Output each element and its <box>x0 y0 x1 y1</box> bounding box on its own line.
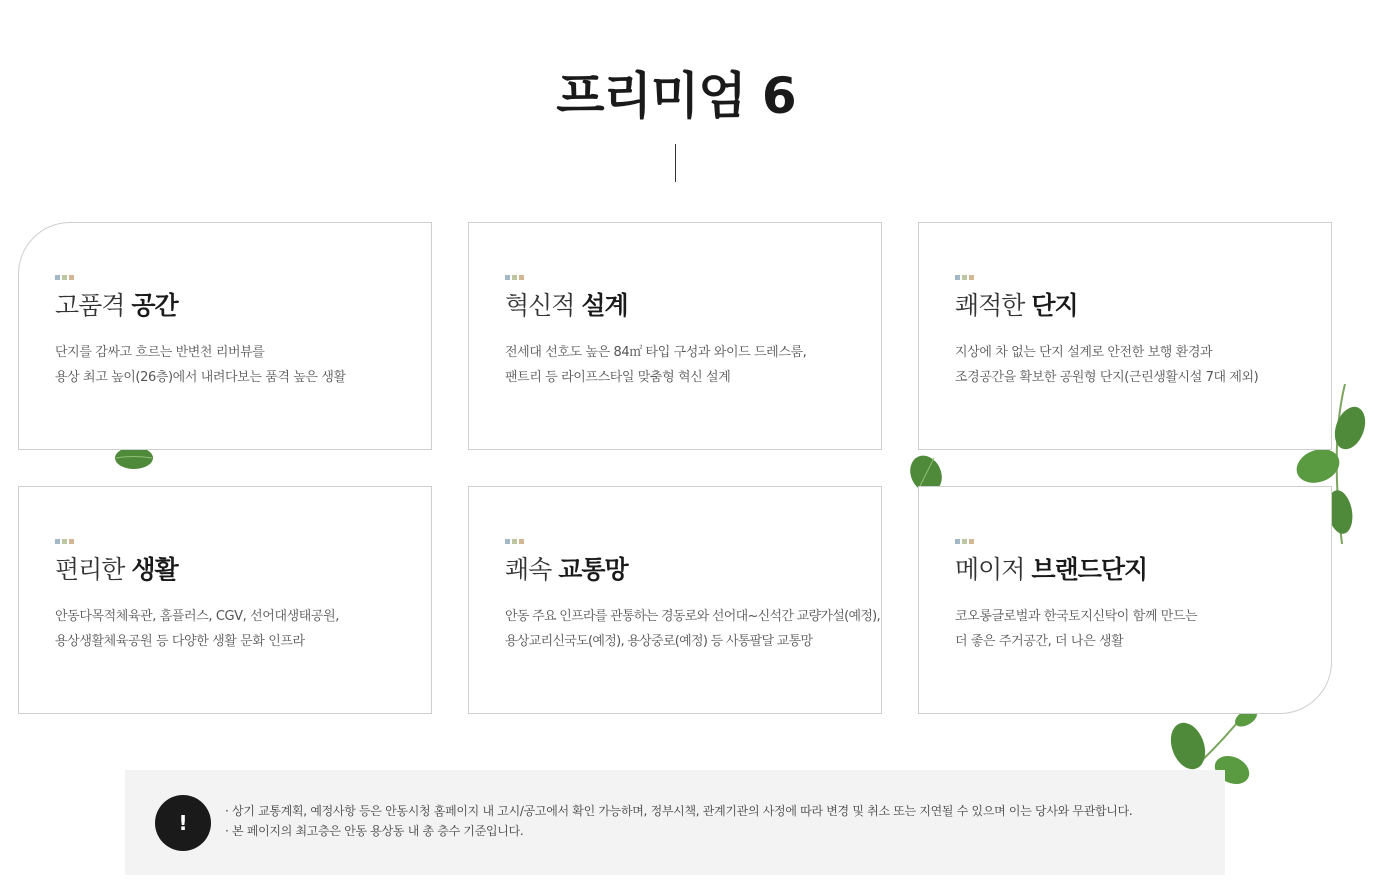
premium-card-transport <box>468 486 882 714</box>
card-description: 지상에 차 없는 단지 설계로 안전한 보행 환경과 조경공간을 확보한 공원형 단지(근린생활시설 7대 제외) <box>955 345 1259 385</box>
card-title: 쾌적한 단지 <box>955 291 1078 320</box>
alert-icon: ! <box>155 795 211 851</box>
notice-box <box>125 770 1225 875</box>
premium-card-space <box>18 222 432 450</box>
card-description: 안동다목적체육관, 홈플러스, CGV, 선어대생태공원, 용상생활체육공원 등 다양한 생활 문화 인프라 <box>55 609 339 649</box>
color-dots <box>955 539 1331 544</box>
color-dots <box>505 539 881 544</box>
card-description: 안동 주요 인프라를 관통하는 경동로와 선어대~신석간 교량가설(예정), 용상교리신국도(예정), 용상중로(예정) 등 사통팔달 교통망 <box>505 609 880 649</box>
card-title: 혁신적 설계 <box>505 291 628 320</box>
premium-card-design <box>468 222 882 450</box>
card-title: 고품격 공간 <box>55 291 178 320</box>
card-title: 쾌속 교통망 <box>505 555 628 584</box>
title-divider <box>675 144 676 182</box>
notice-line: · 상기 교통계획, 예정사항 등은 안동시청 홈페이지 내 고시/공고에서 확인 가능하며, 정부시책, 관계기관의 사정에 따라 변경 및 취소 또는 지연될 수 있으며 이는 당사와 무관합니다. <box>225 804 1133 818</box>
premium-card-brand <box>918 486 1332 714</box>
card-description: 전세대 선호도 높은 84㎡ 타입 구성과 와이드 드레스룸, 팬트리 등 라이프스타일 맞춤형 혁신 설계 <box>505 345 807 385</box>
premium-card-living <box>18 486 432 714</box>
card-description: 코오롱글로벌과 한국토지신탁이 함께 만드는 더 좋은 주거공간, 더 나은 생활 <box>955 609 1198 649</box>
color-dots <box>955 275 1331 280</box>
card-description: 단지를 감싸고 흐르는 반변천 리버뷰를 용상 최고 높이(26층)에서 내려다보는 품격 높은 생활 <box>55 345 346 385</box>
color-dots <box>55 275 431 280</box>
color-dots <box>55 539 431 544</box>
notice-text <box>225 801 1132 841</box>
color-dots <box>505 275 881 280</box>
page-title: 프리미엄 6 <box>556 67 796 125</box>
card-title: 편리한 생활 <box>55 555 178 584</box>
notice-line: · 본 페이지의 최고층은 안동 용상동 내 총 층수 기준입니다. <box>225 824 524 838</box>
card-title: 메이저 브랜드단지 <box>955 555 1148 584</box>
premium-card-complex <box>918 222 1332 450</box>
